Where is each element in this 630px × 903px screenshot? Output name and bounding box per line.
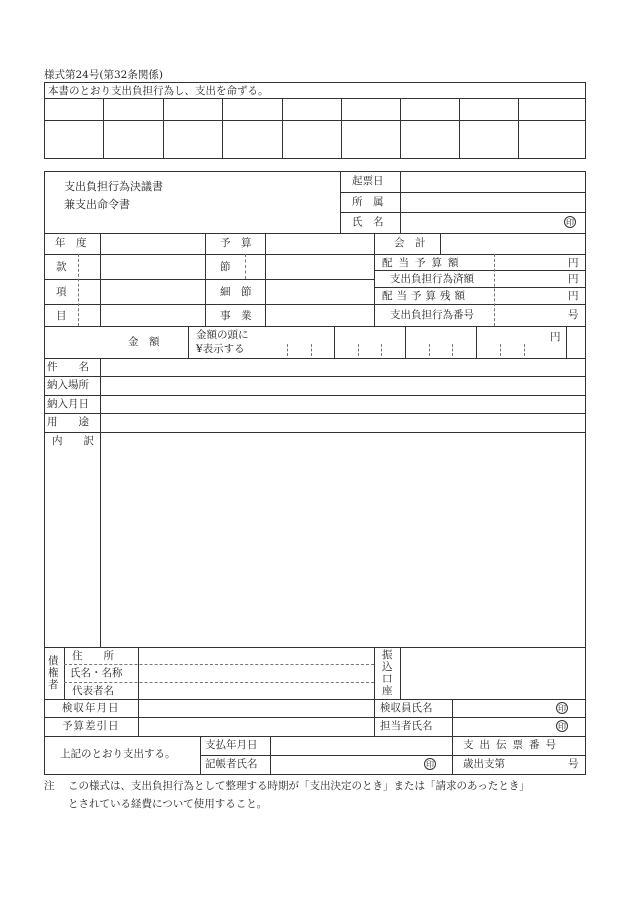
yosan-label: 予 算: [220, 237, 252, 249]
jusho-label: 住 所: [72, 650, 114, 662]
kan-label: 款: [56, 261, 67, 273]
kihyo-date-label: 起票日: [352, 175, 384, 187]
form-number: 様式第24号(第32条関係): [44, 69, 163, 81]
seal-icon: 印: [566, 218, 574, 227]
daihyosha-label: 代表者名: [72, 685, 114, 697]
amount-note-2: ¥表示する: [196, 343, 245, 355]
tanto-name-label: 担当者氏名: [380, 720, 433, 732]
seal-icon: 印: [558, 722, 566, 731]
kenmei-label: 件 名: [47, 361, 89, 373]
ko-label: 項: [56, 286, 67, 298]
haito-yosan-label: 配当予算額: [382, 257, 465, 269]
yen-1: 円: [568, 257, 579, 269]
approval-text: 本書のとおり支出負担行為し、支出を命ずる。: [48, 85, 269, 97]
shimei-meisho-label: 氏名・名称: [70, 667, 123, 679]
amount-yen: 円: [550, 331, 561, 343]
main-form: [44, 171, 586, 775]
go-1: 号: [568, 309, 579, 321]
amount-note-1: 金額の頭に: [196, 329, 249, 341]
jigyo-label: 事 業: [220, 310, 252, 322]
saishutsu-label: 歳出支第: [463, 758, 505, 770]
go-2: 号: [568, 758, 579, 770]
denpyo-bango-label: 支出伝票番号: [463, 739, 562, 751]
moku-label: 目: [56, 310, 67, 322]
futan-bango-label: 支出負担行為番号: [390, 309, 474, 321]
footnote-line1: この様式は、支出負担行為として整理する時期が「支出決定のとき」または「請求のあったとき」: [68, 780, 530, 792]
yen-3: 円: [568, 290, 579, 302]
furikomi-label: 振込口座: [382, 649, 393, 697]
footnote-mark: 注: [44, 780, 55, 792]
nendo-label: 年 度: [55, 237, 87, 249]
shozoku-label: 所 属: [352, 196, 384, 208]
nonyu-date-label: 納入月日: [47, 398, 89, 410]
footnote-line2: とされている経費について使用すること。: [68, 798, 268, 810]
uchiwake-label: 内 訳: [52, 435, 94, 447]
seal-icon: 印: [426, 760, 434, 769]
shiharai-date-label: 支払年月日: [205, 739, 258, 751]
setsu-label: 節: [220, 261, 231, 273]
yosan-sashihiki-label: 予算差引日: [62, 720, 120, 732]
kicho-name-label: 記帳者氏名: [205, 758, 258, 770]
joki-text: 上記のとおり支出する。: [60, 748, 176, 760]
kenshu-date-label: 検収年月日: [62, 702, 120, 714]
shimei-label: 氏 名: [352, 216, 384, 228]
haito-zan-label: 配当予算残額: [382, 290, 469, 302]
kenshu-name-label: 検収員氏名: [380, 702, 433, 714]
form-title-line2: 兼支出命令書: [64, 198, 130, 211]
yen-2: 円: [568, 273, 579, 285]
futan-zumi-label: 支出負担行為済額: [390, 273, 474, 285]
kingaku-label: 金 額: [128, 336, 160, 348]
saisetsu-label: 細 節: [220, 286, 252, 298]
seal-icon: 印: [558, 704, 566, 713]
creditor-label: 債権者: [48, 655, 59, 691]
form-title-line1: 支出負担行為決議書: [64, 180, 163, 193]
nonyu-basho-label: 納入場所: [47, 379, 89, 391]
yoto-label: 用 途: [47, 416, 89, 428]
kaikei-label: 会 計: [394, 237, 426, 249]
